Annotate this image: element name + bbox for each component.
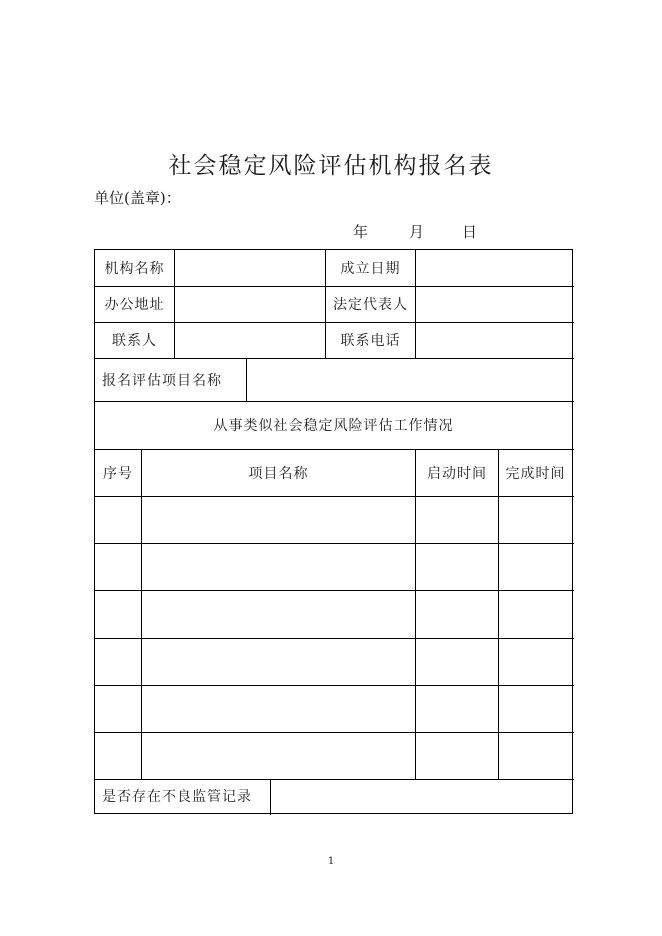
found-date-label: 成立日期 [340, 261, 401, 277]
project-name-label: 报名评估项目名称 [102, 372, 222, 389]
table-row[interactable] [95, 733, 572, 779]
contact-label: 联系人 [112, 333, 157, 349]
address-field[interactable] [175, 287, 325, 322]
date-day-label: 日 [462, 223, 478, 241]
legal-rep-field[interactable] [416, 287, 572, 322]
table-row[interactable] [95, 544, 572, 590]
table-row[interactable] [95, 639, 572, 685]
phone-label: 联系电话 [340, 333, 401, 349]
org-name-field[interactable] [175, 251, 325, 286]
registration-form-table [94, 249, 573, 814]
column-header-project: 项目名称 [248, 465, 309, 482]
page-title: 社会稳定风险评估机构报名表 [168, 153, 494, 179]
contact-field[interactable] [175, 323, 325, 358]
column-header-seq: 序号 [103, 465, 133, 482]
bad-record-label: 是否存在不良监管记录 [102, 789, 252, 805]
table-row[interactable] [95, 497, 572, 543]
date-month-label: 月 [409, 223, 425, 241]
column-header-finish: 完成时间 [505, 465, 566, 482]
found-date-field[interactable] [416, 251, 572, 286]
date-year-label: 年 [353, 223, 369, 241]
experience-heading: 从事类似社会稳定风险评估工作情况 [213, 418, 454, 434]
legal-rep-label: 法定代表人 [333, 297, 408, 313]
org-name-label: 机构名称 [104, 261, 165, 277]
unit-seal-label: 单位(盖章)： [94, 189, 181, 207]
address-label: 办公地址 [104, 297, 165, 313]
bad-record-field[interactable] [271, 780, 572, 813]
page-number: 1 [327, 856, 335, 867]
column-header-start: 启动时间 [427, 465, 487, 482]
phone-field[interactable] [416, 323, 572, 358]
table-row[interactable] [95, 686, 572, 732]
table-row[interactable] [95, 591, 572, 638]
project-name-field[interactable] [247, 359, 572, 401]
